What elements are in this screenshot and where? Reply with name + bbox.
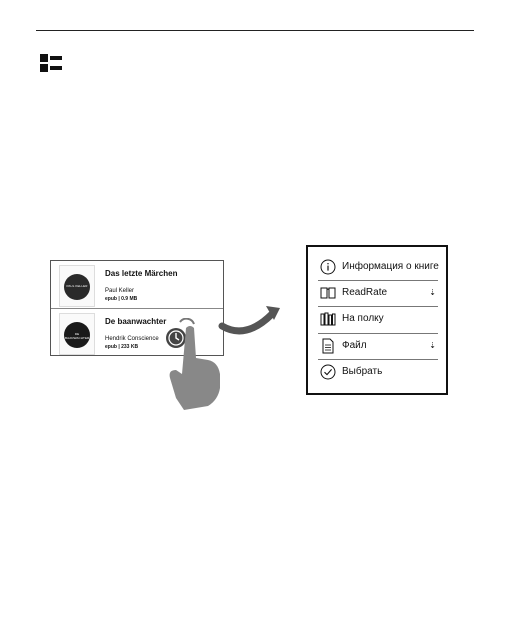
book-row[interactable]: [51, 261, 223, 307]
book-cover: [59, 265, 95, 307]
menu-item-label: Информация о книге: [342, 261, 439, 272]
menu-item-label: Выбрать: [342, 366, 383, 377]
file-icon: [320, 338, 336, 354]
menu-item-readrate[interactable]: [318, 281, 438, 307]
book-title: De baanwachter: [105, 317, 167, 326]
book-author: Hendrik Conscience: [105, 336, 159, 342]
expand-arrow-icon: ⇣: [429, 341, 436, 350]
shelf-icon: [320, 311, 336, 327]
context-menu: [306, 245, 448, 395]
check-circle-icon: [320, 364, 336, 380]
cover-text: PAUL KELLER: [66, 284, 88, 288]
info-icon: [320, 259, 336, 275]
menu-item-to-shelf[interactable]: [318, 307, 438, 333]
menu-item-label: ReadRate: [342, 287, 388, 298]
menu-item-book-info[interactable]: [318, 255, 438, 281]
cover-text: DE BAANWACHTER: [65, 332, 90, 340]
book-title: Das letzte Märchen: [105, 269, 178, 278]
book-author: Paul Keller: [105, 288, 135, 294]
list-view-icon: [40, 54, 62, 72]
long-press-hand-icon: [164, 318, 230, 410]
book-meta: epub | 233 KB: [105, 344, 139, 350]
menu-item-label: На полку: [342, 313, 384, 324]
menu-item-select[interactable]: [318, 360, 438, 386]
book-meta: epub | 0.9 MB: [105, 296, 138, 302]
book-cover: [59, 313, 95, 355]
header-rule: [36, 30, 474, 31]
expand-arrow-icon: ⇣: [429, 288, 436, 297]
menu-item-file[interactable]: [318, 334, 438, 360]
menu-item-label: Файл: [342, 340, 367, 351]
readrate-icon: [320, 285, 336, 301]
